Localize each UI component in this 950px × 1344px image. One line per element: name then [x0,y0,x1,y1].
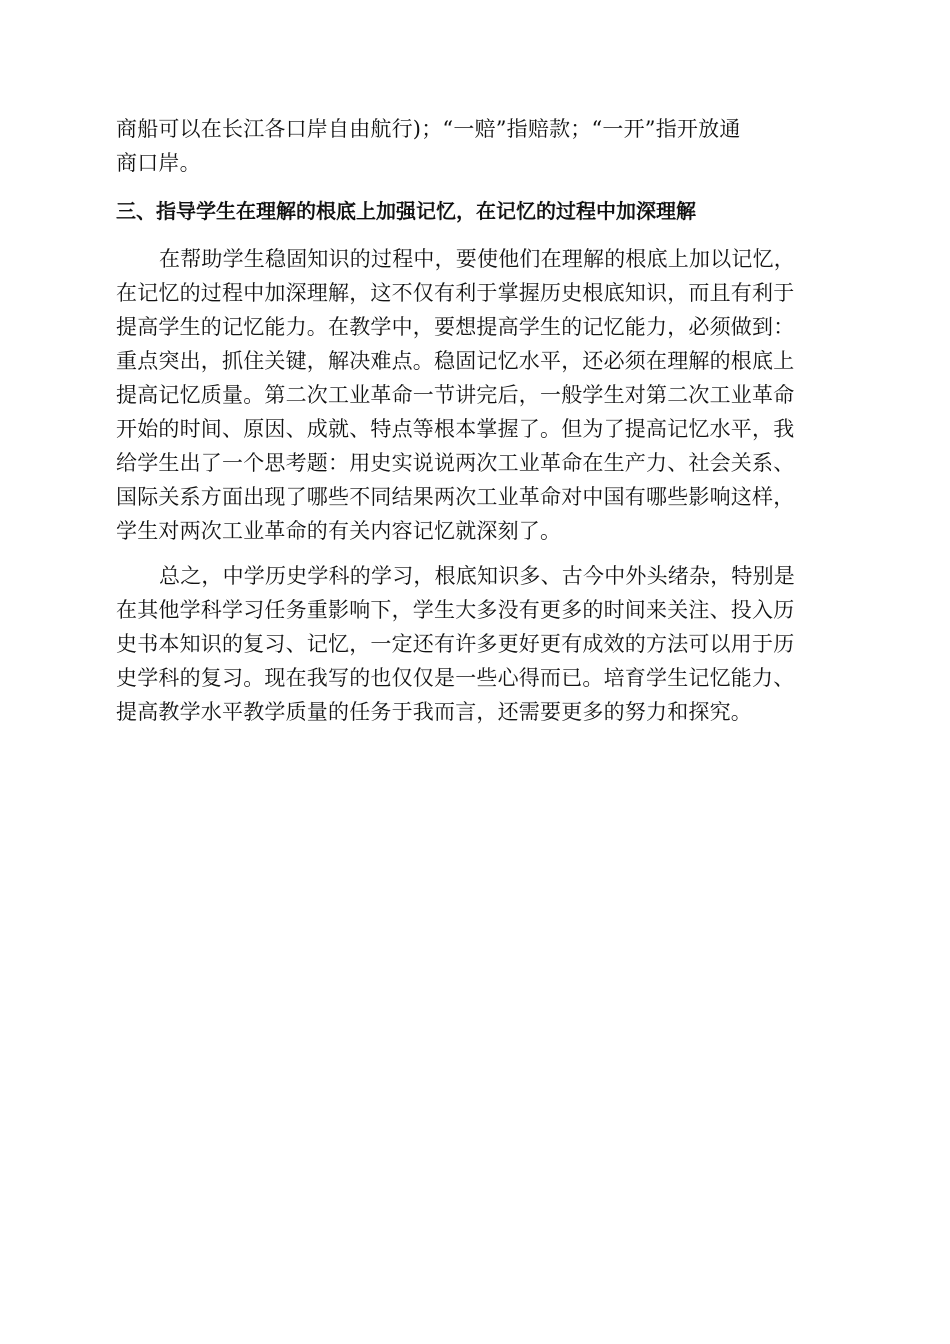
text-line: 史学科的复习。现在我写的也仅仅是一些心得而已。培育学生记忆能力、 [116,666,795,690]
text-line: 总之，中学历史学科的学习，根底知识多、古今中外头绪杂，特别是 [159,564,795,588]
text-line: 在帮助学生稳固知识的过程中，要使他们在理解的根底上加以记忆， [159,247,795,271]
paragraph-memory-understanding [116,242,832,548]
text-line: 提高教学水平教学质量的任务于我而言，还需要更多的努力和探究。 [116,700,752,724]
text-line: 提高记忆质量。第二次工业革命一节讲完后，一般学生对第二次工业革命 [116,383,795,407]
section-heading-3: 三、指导学生在理解的根底上加强记忆，在记忆的过程中加深理解 [116,199,696,223]
text-line: 提高学生的记忆能力。在教学中，要想提高学生的记忆能力，必须做到： [116,315,795,339]
document-page [116,112,832,729]
text-line: 史书本知识的复习、记忆，一定还有许多更好更有成效的方法可以用于历 [116,632,795,656]
text-line: 在其他学科学习任务重影响下，学生大多没有更多的时间来关注、投入历 [116,598,795,622]
paragraph-gap [116,548,832,559]
paragraph-conclusion [116,559,832,729]
text-line: 商船可以在长江各口岸自由航行)；“一赔”指赔款；“一开”指开放通 [116,117,741,141]
text-line: 重点突出，抓住关键，解决难点。稳固记忆水平，还必须在理解的根底上 [116,349,795,373]
paragraph-continuation [116,112,832,180]
text-line: 在记忆的过程中加深理解，这不仅有利于掌握历史根底知识，而且有利于 [116,281,795,305]
text-line: 给学生出了一个思考题：用史实说说两次工业革命在生产力、社会关系、 [116,451,795,475]
text-line: 国际关系方面出现了哪些不同结果两次工业革命对中国有哪些影响这样， [116,485,795,509]
text-line: 学生对两次工业革命的有关内容记忆就深刻了。 [116,519,562,543]
text-line: 商口岸。 [116,151,201,175]
text-line: 开始的时间、原因、成就、特点等根本掌握了。但为了提高记忆水平，我 [116,417,795,441]
